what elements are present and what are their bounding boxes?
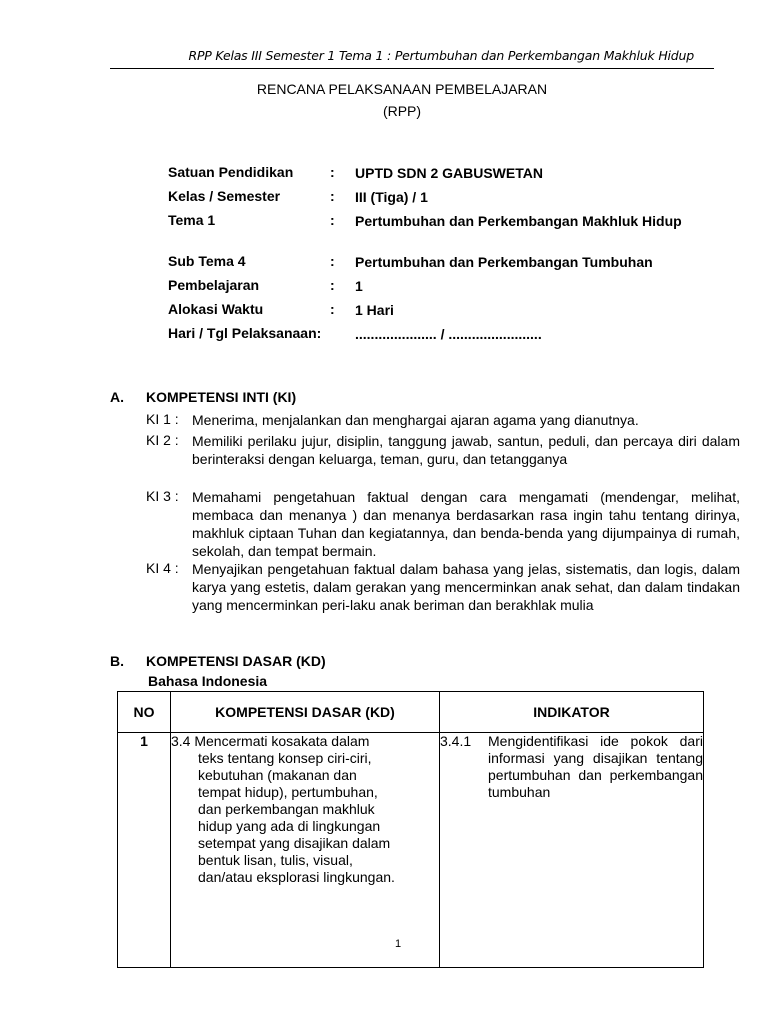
identity-colon: : — [330, 301, 335, 317]
section-title: KOMPETENSI DASAR (KD) — [146, 653, 326, 669]
identity-value: 1 Hari — [355, 302, 394, 318]
identity-colon: : — [330, 212, 335, 228]
kd-text-line: bentuk lisan, tulis, visual, — [198, 852, 353, 868]
section-letter: A. — [110, 389, 124, 405]
header-prefix: RPP Kelas III Semester 1 Tema 1 : — [188, 48, 395, 63]
kd-text-line: teks tentang konsep ciri-ciri, — [198, 750, 372, 766]
identity-value: ..................... / ........................ — [355, 326, 542, 342]
kd-number: 3.4 — [171, 733, 191, 749]
page-number: 1 — [395, 938, 402, 950]
ki-text: Menerima, menjalankan dan menghargai ajaran agama yang dianutnya. — [192, 412, 639, 428]
indicator-text: Mengidentifikasi ide pokok dari informasi yang disajikan tentang pertumbuhan dan perkembangan tumbuhan — [488, 733, 703, 800]
ki-text: Menyajikan pengetahuan faktual dalam bahasa yang jelas, sistematis, dan logis, dalam karya yang estetis, dalam gerakan yang mencerminkan anak sehat, dan dalam tindakan yang mencerminkan peri-laku anak beriman dan berakhlak mulia — [192, 561, 740, 613]
identity-colon: : — [330, 277, 335, 293]
column-header-kd: KOMPETENSI DASAR (KD) — [171, 692, 440, 733]
column-header-indikator: INDIKATOR — [440, 692, 704, 733]
document-title: RENCANA PELAKSANAAN PEMBELAJARAN — [256, 81, 548, 97]
identity-value: UPTD SDN 2 GABUSWETAN — [355, 165, 543, 181]
kd-cell — [171, 733, 440, 968]
kd-text-line: setempat yang disajikan dalam — [198, 835, 391, 851]
kd-text-line: hidup yang ada di lingkungan — [198, 818, 381, 834]
header-divider — [110, 68, 714, 69]
subject-name: Bahasa Indonesia — [148, 673, 268, 689]
identity-value: Pertumbuhan dan Perkembangan Makhluk Hidup — [355, 213, 682, 229]
ki-label: KI 3 : — [146, 488, 179, 504]
header-emphasis: Pertumbuhan dan Perkembangan Makhluk Hidup — [394, 48, 694, 63]
identity-label: Hari / Tgl Pelaksanaan: — [168, 325, 322, 341]
section-title: KOMPETENSI INTI (KI) — [146, 389, 297, 405]
ki-text: Memiliki perilaku jujur, disiplin, tanggung jawab, santun, peduli, dan percaya diri dalam berinteraksi dengan keluarga, teman, guru, dan tetangganya — [192, 433, 740, 467]
kd-text-line: dan perkembangan makhluk — [198, 801, 375, 817]
section-letter: B. — [110, 653, 124, 669]
identity-label: Alokasi Waktu — [168, 301, 264, 317]
table-header-row — [118, 692, 704, 733]
ki-label: KI 1 : — [146, 411, 179, 427]
identity-colon: : — [330, 188, 335, 204]
identity-value: Pertumbuhan dan Perkembangan Tumbuhan — [355, 254, 653, 270]
kd-text-first-line: Mencermati kosakata dalam — [194, 733, 370, 749]
ki-label: KI 2 : — [146, 432, 179, 448]
table-row — [118, 733, 704, 968]
identity-value: III (Tiga) / 1 — [355, 189, 428, 205]
identity-label: Tema 1 — [168, 212, 216, 228]
identity-colon: : — [330, 164, 335, 180]
identity-label: Satuan Pendidikan — [168, 164, 294, 180]
kd-table — [117, 691, 704, 968]
running-header — [188, 48, 694, 63]
ki-text: Memahami pengetahuan faktual dengan cara mengamati (mendengar, melihat, membaca dan menanya ) dan menanya berdasarkan rasa ingin tahu tentang dirinya, makhluk ciptaan Tuhan dan kegiatannya, dan benda-benda yang dijumpainya di rumah, sekolah, dan tempat bermain. — [192, 489, 740, 559]
ki-label: KI 4 : — [146, 560, 179, 576]
identity-label: Sub Tema 4 — [168, 253, 246, 269]
identity-label: Kelas / Semester — [168, 188, 281, 204]
kd-text-line: dan/atau eksplorasi lingkungan. — [198, 869, 395, 885]
indicator-cell — [440, 733, 704, 968]
identity-colon: : — [330, 253, 335, 269]
identity-value: 1 — [355, 278, 363, 294]
column-header-no: NO — [118, 692, 171, 733]
document-subtitle: (RPP) — [382, 103, 422, 119]
indicator-number: 3.4.1 — [440, 733, 472, 749]
identity-label: Pembelajaran — [168, 277, 260, 293]
kd-text-line: tempat hidup), pertumbuhan, — [198, 784, 378, 800]
row-number: 1 — [118, 733, 171, 968]
kd-text-line: kebutuhan (makanan dan — [198, 767, 357, 783]
